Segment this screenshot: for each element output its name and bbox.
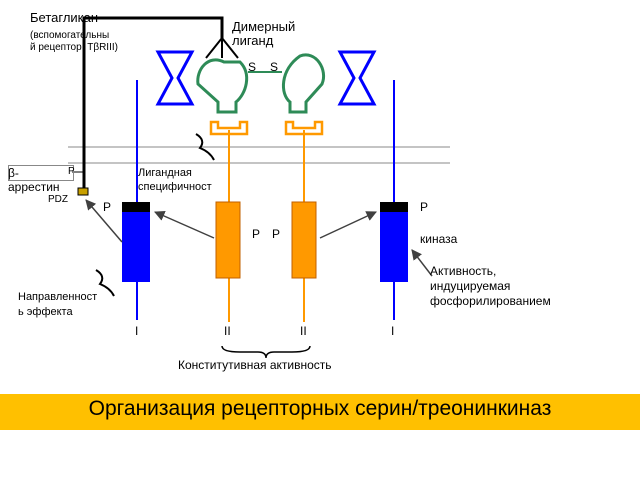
receptor-i-left-kinase — [122, 212, 150, 282]
ligand-specificity-label: Лигандная специфичност — [138, 167, 212, 194]
beta-arrestin-label: β- аррестин — [8, 166, 60, 195]
p-orange-left: P — [252, 227, 261, 241]
arrow-activity-to-kinase — [412, 250, 432, 276]
receptor-ii-left-kinase — [216, 202, 240, 278]
title-banner — [0, 394, 640, 430]
p-kinase-right: P — [420, 200, 429, 214]
arrestin-p-label: P — [68, 166, 75, 177]
slide-title: Организация рецепторных серин/треонинкиназ — [88, 397, 552, 420]
receptor-i-left-gs-domain — [122, 202, 150, 212]
receptor-i-left-extracellular — [158, 52, 192, 104]
receptor-type-i-right-label: I — [391, 324, 395, 338]
disulfide-s-left: S — [248, 60, 257, 74]
ligand-monomer-left — [198, 60, 247, 112]
pdz-box — [78, 188, 88, 195]
receptor-type-ii-left-label: II — [224, 324, 231, 338]
arrow-ii-right-to-i-right — [320, 212, 376, 238]
kinase-label: киназа — [420, 232, 458, 246]
receptor-ii-right-kinase — [292, 202, 316, 278]
disulfide-s-right: S — [270, 60, 279, 74]
arrow-ii-left-to-i-left — [155, 212, 214, 238]
coreceptor-label: (вспомогательны й рецептор, TβRIII) — [30, 30, 118, 53]
receptor-type-i-left-label: I — [135, 324, 139, 338]
dimeric-ligand-label: Димерный лиганд — [232, 19, 296, 49]
beta-arrestin-box — [8, 165, 74, 181]
betaglycan-label: Бетагликан — [30, 10, 99, 25]
constitutive-activity-label: Конститутивная активность — [178, 358, 332, 372]
effect-direction-label: Направленност ь эффекта — [18, 291, 98, 318]
effect-direction-brace — [96, 270, 114, 296]
ligand-monomer-right — [283, 55, 323, 112]
p-orange-right: P — [272, 227, 281, 241]
phospho-activity-label: Активность, индуцируемая фосфорилированием — [430, 264, 551, 308]
receptor-i-right-kinase — [380, 212, 408, 282]
receptor-i-right-extracellular — [340, 52, 374, 104]
p-kinase-left: P — [103, 200, 112, 214]
receptor-i-right-gs-domain — [380, 202, 408, 212]
receptor-type-ii-right-label: II — [300, 324, 307, 338]
pdz-label: PDZ — [48, 194, 68, 205]
constitutive-brace — [222, 346, 310, 358]
